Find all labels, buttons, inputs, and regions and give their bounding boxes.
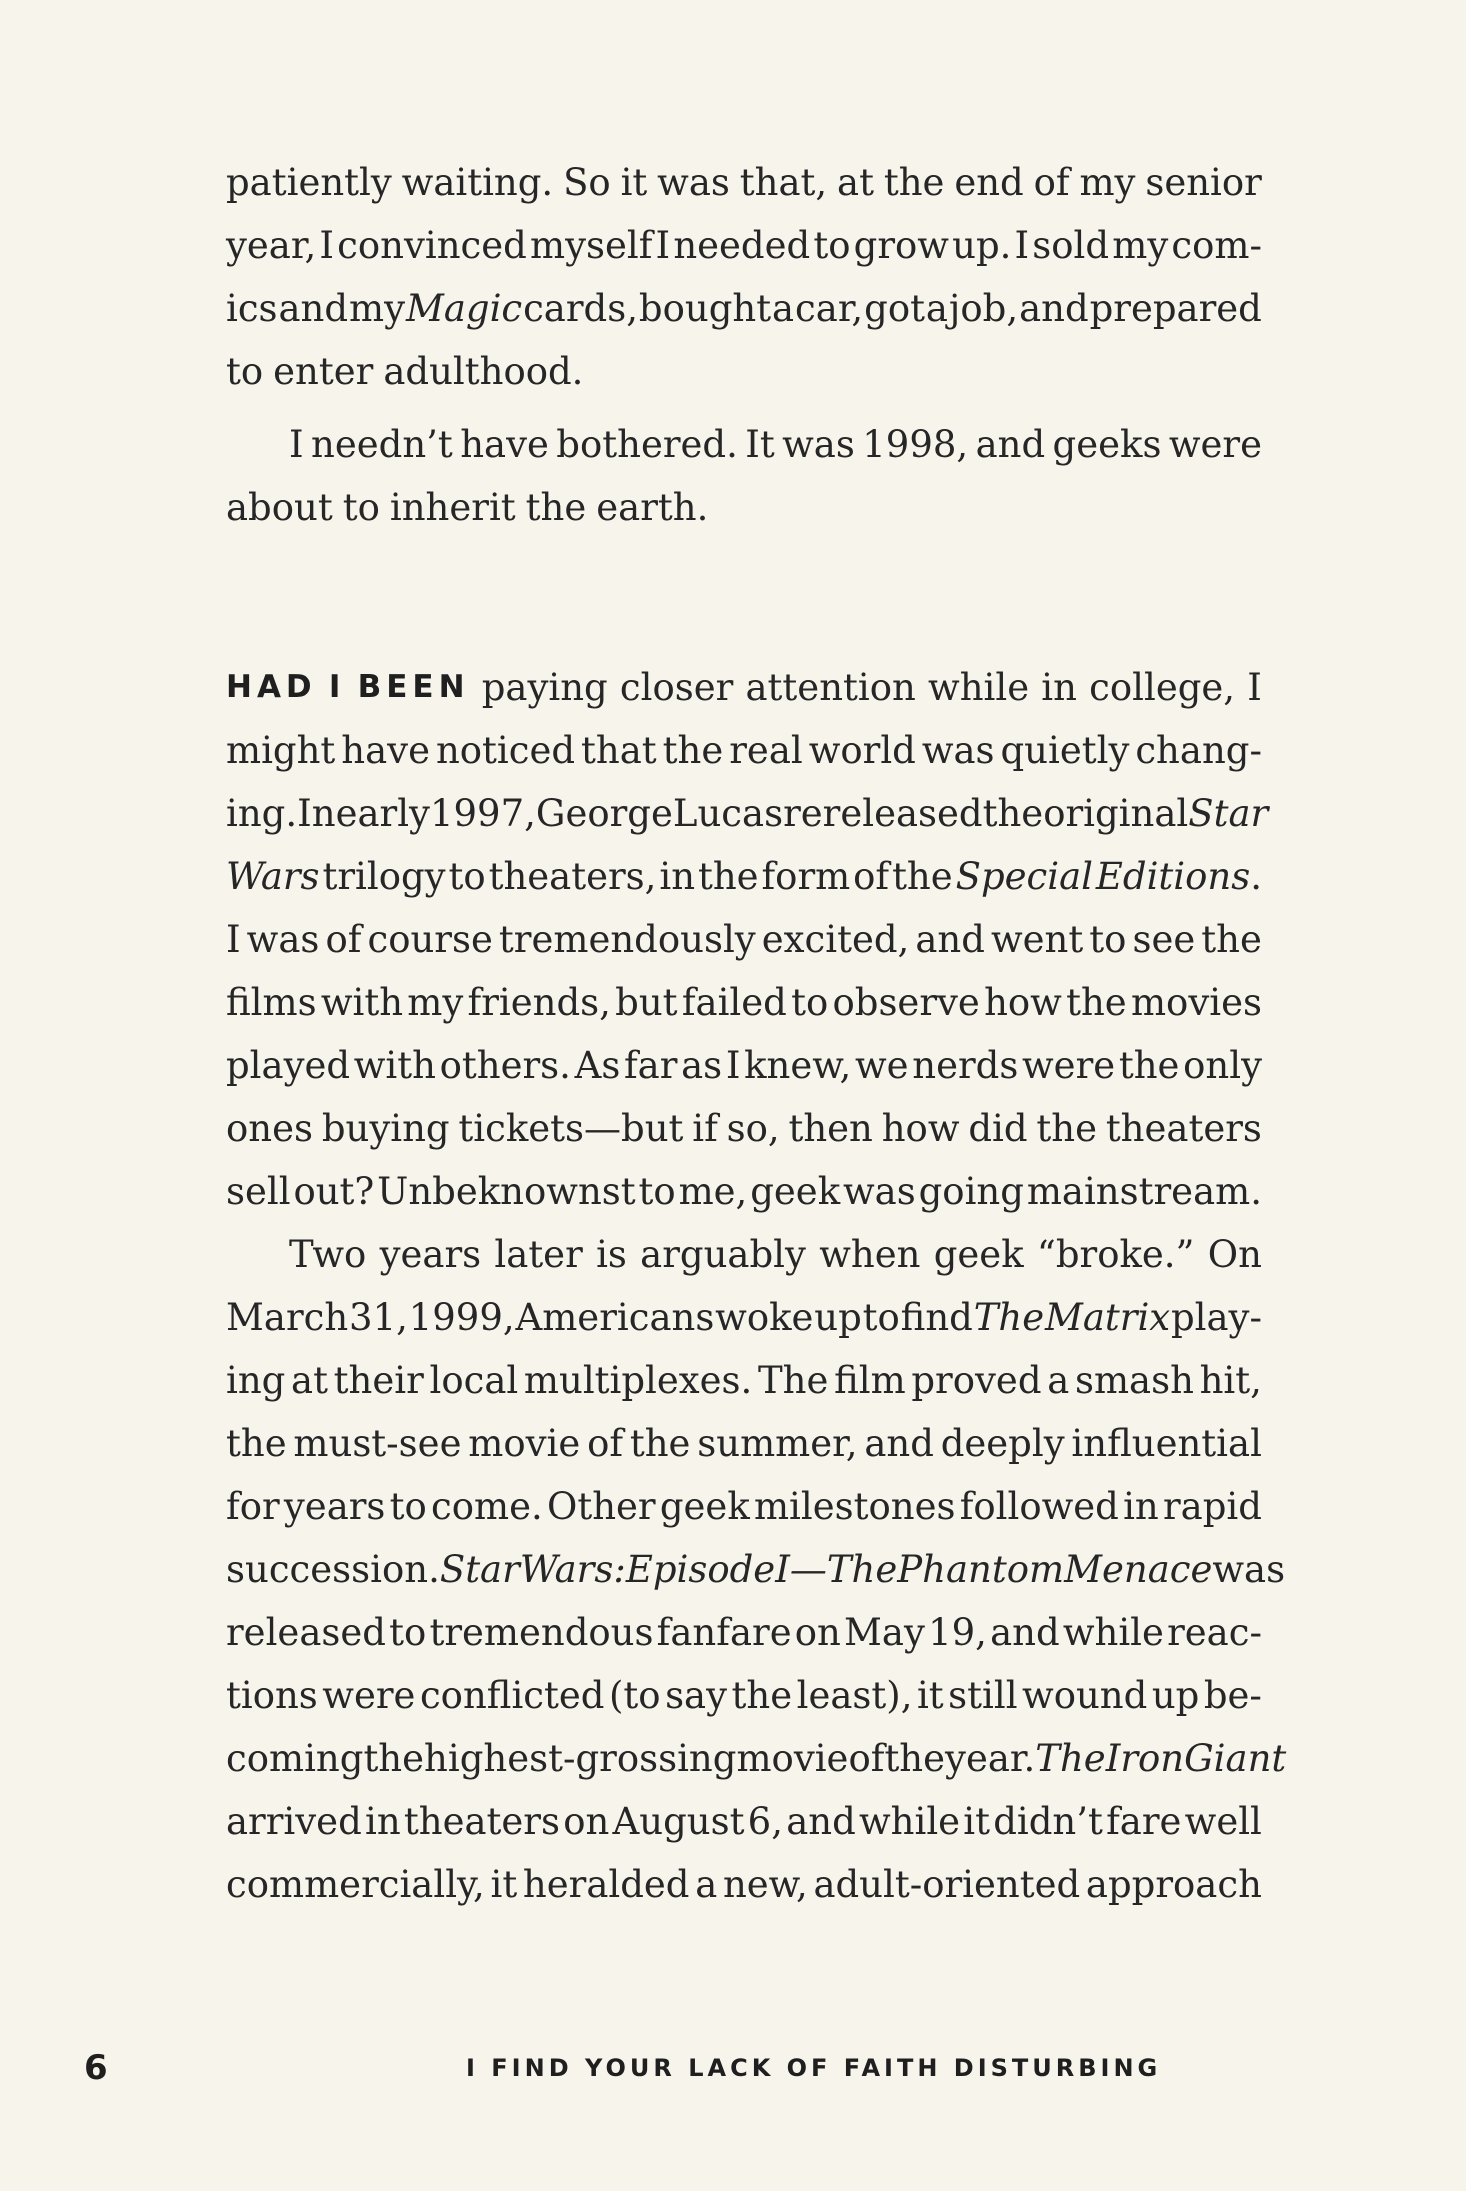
word: prepared	[1089, 287, 1262, 330]
word: ones	[226, 1107, 313, 1150]
word: up	[814, 1296, 862, 1339]
word: that,	[739, 161, 828, 204]
word: were	[322, 1674, 416, 1717]
word: new,	[722, 1863, 808, 1906]
word: to	[389, 1485, 427, 1528]
word: real	[729, 729, 803, 772]
word: my	[1079, 161, 1136, 204]
word: a	[772, 287, 795, 330]
word: highest-grossing	[424, 1737, 737, 1780]
word: and	[1019, 287, 1089, 330]
word: early	[335, 792, 430, 835]
word: Star	[1188, 792, 1269, 835]
word: May	[844, 1611, 925, 1654]
word: say	[665, 1674, 728, 1717]
word: is	[596, 1233, 627, 1276]
word: As	[574, 1044, 621, 1087]
word: ics	[226, 287, 278, 330]
word: to	[342, 486, 380, 529]
word: the	[731, 1674, 793, 1717]
text-line	[226, 845, 1262, 908]
text-line	[226, 1853, 1262, 1916]
word: in	[1041, 666, 1077, 709]
word: to	[862, 1296, 900, 1339]
word: multiplexes.	[523, 1359, 753, 1402]
word: their	[333, 1359, 424, 1402]
word: I	[319, 224, 335, 267]
word: buying	[321, 1107, 450, 1150]
text-line	[226, 1097, 1262, 1160]
word: coming	[226, 1737, 364, 1780]
word: my	[407, 981, 464, 1024]
word: the	[1201, 918, 1262, 961]
word: 1999,	[408, 1296, 515, 1339]
word: On	[1207, 1233, 1262, 1276]
word: did	[968, 1107, 1028, 1150]
word: adulthood.	[383, 350, 584, 393]
word: and	[278, 287, 349, 330]
word: the	[1066, 981, 1127, 1024]
word: of	[853, 855, 890, 898]
word: see	[1132, 918, 1196, 961]
word: 31,	[349, 1296, 408, 1339]
word: So	[563, 161, 611, 204]
word: on	[794, 1611, 841, 1654]
word: In	[297, 792, 336, 835]
word: The	[973, 1296, 1045, 1339]
page-number: 6	[84, 2048, 108, 2088]
word: how	[984, 981, 1062, 1024]
word: reac-	[1167, 1611, 1262, 1654]
word: find	[900, 1296, 973, 1339]
word: well	[1184, 1800, 1262, 1843]
word: be-	[1203, 1674, 1262, 1717]
text-line	[226, 1412, 1262, 1475]
word: films	[226, 981, 317, 1024]
word: closer	[619, 666, 734, 709]
word: to	[791, 981, 829, 1024]
word: was	[921, 729, 995, 772]
word: have	[460, 423, 549, 466]
text-line-with-lead-in	[226, 656, 1262, 719]
word: Star	[439, 1548, 520, 1591]
word: needn’t	[311, 423, 453, 466]
word: course	[367, 918, 493, 961]
word: fare	[1106, 1800, 1182, 1843]
lead-in-word: HAD	[226, 669, 317, 705]
word: was	[1212, 1548, 1286, 1591]
word: Matrix	[1044, 1296, 1171, 1339]
word: went	[990, 918, 1084, 961]
word: smash	[1074, 1359, 1194, 1402]
word: tremendous	[429, 1611, 654, 1654]
word: hit,	[1199, 1359, 1262, 1402]
word: tions	[226, 1674, 318, 1717]
text-line	[226, 413, 1262, 476]
word: senior	[1145, 161, 1262, 204]
word: cards,	[523, 287, 638, 330]
word: if	[692, 1107, 718, 1150]
word: theaters	[1105, 1107, 1262, 1150]
word: must-see	[293, 1422, 462, 1465]
text-line	[226, 277, 1262, 340]
word: Wars	[226, 855, 320, 898]
word: movie	[736, 1737, 849, 1780]
word: a	[1047, 1359, 1070, 1402]
word: needed	[673, 224, 811, 267]
word: Unbeknownst	[377, 1170, 636, 1213]
text-line	[226, 1790, 1262, 1853]
word: geek	[659, 1485, 750, 1528]
word: world	[808, 729, 916, 772]
word: it	[916, 1674, 944, 1717]
word: film	[834, 1359, 906, 1402]
paragraph-2	[226, 413, 1262, 539]
word: while	[858, 1800, 961, 1843]
word: grow	[853, 224, 949, 267]
word: 1998,	[862, 423, 969, 466]
word: succession.	[226, 1548, 440, 1591]
word: released	[226, 1611, 386, 1654]
word: observe	[832, 981, 980, 1024]
word: fanfare	[656, 1611, 792, 1654]
word: going	[918, 1170, 1024, 1213]
word: paying	[481, 666, 608, 709]
word: geeks	[1052, 423, 1162, 466]
word: failed	[681, 981, 787, 1024]
word: about	[226, 486, 333, 529]
word: arguably	[640, 1233, 806, 1276]
word: deeply	[940, 1422, 1065, 1465]
word: that	[581, 729, 657, 772]
word: in	[364, 1800, 401, 1843]
word: 6,	[747, 1800, 783, 1843]
word: I	[1014, 224, 1030, 267]
word: the	[662, 729, 724, 772]
word: com-	[1171, 224, 1262, 267]
word: the	[892, 855, 953, 898]
word: the	[226, 1422, 287, 1465]
word: arrived	[226, 1800, 362, 1843]
word: Special	[955, 855, 1093, 898]
text-line	[226, 908, 1262, 971]
word: theaters,	[488, 855, 657, 898]
word: August	[612, 1800, 745, 1843]
word: I	[1247, 666, 1262, 709]
word: years	[379, 1233, 482, 1276]
text-line	[226, 1727, 1287, 1790]
word: the	[982, 792, 1044, 835]
word: in	[1123, 1485, 1159, 1528]
word: nerds	[912, 1044, 1019, 1087]
text-line	[226, 1286, 1262, 1349]
text-line	[226, 151, 1262, 214]
word: enter	[273, 350, 374, 393]
word: I	[725, 1044, 741, 1087]
word: geek	[933, 1233, 1024, 1276]
word: earth.	[596, 486, 709, 529]
word: might	[226, 729, 336, 772]
word: to	[226, 350, 264, 393]
text-line	[226, 1223, 1262, 1286]
word: to	[638, 1170, 676, 1213]
paragraph-1	[226, 151, 1262, 403]
text-line	[226, 476, 1262, 539]
word: trilogy	[322, 855, 446, 898]
word: the	[1118, 1044, 1180, 1087]
word: rereleased	[783, 792, 983, 835]
word: come.	[431, 1485, 543, 1528]
word: chang-	[1135, 729, 1262, 772]
word: Giant	[1184, 1737, 1287, 1780]
word: but	[615, 981, 678, 1024]
word: of	[325, 918, 362, 961]
word: Menace	[1064, 1548, 1213, 1591]
word: convinced	[337, 224, 527, 267]
word: job,	[948, 287, 1019, 330]
word: and	[864, 1422, 934, 1465]
word: at	[291, 1359, 328, 1402]
word: a	[925, 287, 948, 330]
word: the	[883, 161, 945, 204]
word: movie	[468, 1422, 581, 1465]
word: tickets—but	[458, 1107, 684, 1150]
word: followed	[959, 1485, 1119, 1528]
word: later	[494, 1233, 583, 1276]
word: I	[226, 918, 241, 961]
word: the	[629, 1422, 691, 1465]
word: have	[341, 729, 430, 772]
word: least),	[796, 1674, 913, 1717]
word: original	[1043, 792, 1189, 835]
word: 1997,	[429, 792, 536, 835]
word: a	[695, 1863, 718, 1906]
word: the	[884, 1737, 946, 1780]
word: while	[928, 666, 1030, 709]
word: 19,	[928, 1611, 987, 1654]
word: on	[563, 1800, 610, 1843]
word: year,	[226, 224, 317, 267]
word: car,	[795, 287, 864, 330]
word: others.	[439, 1044, 571, 1087]
text-line	[226, 214, 1262, 277]
word: heralded	[522, 1863, 690, 1906]
word: got	[864, 287, 925, 330]
word: were	[1168, 423, 1262, 466]
word: patiently	[226, 161, 392, 204]
word: proved	[911, 1359, 1042, 1402]
word: with	[353, 1044, 436, 1087]
word: friends,	[467, 981, 611, 1024]
word: Iron	[1105, 1737, 1185, 1780]
word: It	[745, 423, 775, 466]
word: the	[525, 486, 587, 529]
paragraph-3	[226, 656, 1287, 1916]
word: me,	[678, 1170, 748, 1213]
text-line	[226, 1034, 1262, 1097]
word: quietly	[1000, 729, 1130, 772]
word: Other	[547, 1485, 656, 1528]
word: and	[786, 1800, 856, 1843]
word: to	[1089, 918, 1127, 961]
word: theaters	[403, 1800, 560, 1843]
word: Wars:	[519, 1548, 626, 1591]
word: the	[1036, 1107, 1097, 1150]
word: Two	[289, 1233, 367, 1276]
text-line	[226, 719, 1262, 782]
word: sell	[226, 1170, 291, 1213]
word: with	[320, 981, 404, 1024]
word: Magic	[405, 287, 523, 330]
word: didn’t	[993, 1800, 1103, 1843]
word: movies	[1130, 981, 1262, 1024]
word: my	[1112, 224, 1169, 267]
word: adult-oriented	[813, 1863, 1081, 1906]
text-line	[226, 971, 1262, 1034]
word: of	[1033, 161, 1070, 204]
word: only	[1183, 1044, 1262, 1087]
word: commercially,	[226, 1863, 485, 1906]
word: Lucas	[672, 792, 784, 835]
word: to	[813, 224, 851, 267]
word: “broke.”	[1036, 1233, 1195, 1276]
word: of	[587, 1422, 624, 1465]
running-head: I FIND YOUR LACK OF FAITH DISTURBING	[466, 2054, 1162, 2082]
word: the	[697, 855, 759, 898]
word: influential	[1071, 1422, 1262, 1465]
word: far	[623, 1044, 678, 1087]
word: mainstream.	[1026, 1170, 1262, 1213]
word: college,	[1089, 666, 1236, 709]
word: the	[363, 1737, 425, 1780]
word: The	[757, 1359, 829, 1402]
text-line	[226, 1601, 1262, 1664]
word: as	[681, 1044, 723, 1087]
word: it	[490, 1863, 518, 1906]
word: myself	[530, 224, 653, 267]
word: to	[389, 1611, 427, 1654]
word: was	[843, 1170, 916, 1213]
word: at	[837, 161, 874, 204]
word: wound	[1022, 1674, 1148, 1717]
word: rapid	[1162, 1485, 1262, 1528]
word: and	[915, 918, 985, 961]
word: so,	[726, 1107, 780, 1150]
word: Phantom	[897, 1548, 1065, 1591]
word: form	[761, 855, 851, 898]
text-line	[226, 1538, 1286, 1601]
word: bothered.	[556, 423, 738, 466]
word: then	[788, 1107, 873, 1150]
word: was	[782, 423, 855, 466]
word: waiting.	[401, 161, 554, 204]
word: we	[855, 1044, 909, 1087]
word: I—The	[775, 1548, 898, 1591]
text-line	[226, 1349, 1262, 1412]
word: ing.	[226, 792, 298, 835]
word: it	[620, 161, 648, 204]
lead-in-word: I	[328, 669, 346, 705]
word: for	[226, 1485, 280, 1528]
word: inherit	[389, 486, 516, 529]
text-line	[226, 1664, 1262, 1727]
word: up	[1151, 1674, 1200, 1717]
word: years	[283, 1485, 386, 1528]
word: March	[226, 1296, 349, 1339]
word: was	[657, 161, 730, 204]
word: play-	[1170, 1296, 1262, 1339]
word: geek	[750, 1170, 841, 1213]
word: Americans	[515, 1296, 715, 1339]
word: when	[819, 1233, 921, 1276]
word: up.	[952, 224, 1012, 267]
text-line	[226, 340, 1262, 403]
word: was	[246, 918, 320, 961]
text-line	[226, 782, 1269, 845]
word: my	[349, 287, 405, 330]
word: still	[948, 1674, 1018, 1717]
word: The	[1035, 1737, 1106, 1780]
word: Episode	[625, 1548, 776, 1591]
word: out?	[293, 1170, 375, 1213]
word: of	[848, 1737, 885, 1780]
word: woke	[715, 1296, 814, 1339]
word: excited,	[761, 918, 910, 961]
word: year.	[945, 1737, 1036, 1780]
word: in	[659, 855, 696, 898]
word: played	[226, 1044, 351, 1087]
word: I	[655, 224, 671, 267]
word: bought	[638, 287, 772, 330]
word: Editions.	[1095, 855, 1262, 898]
word: end	[954, 161, 1024, 204]
lead-in-word: BEEN	[357, 669, 470, 705]
word: were	[1022, 1044, 1116, 1087]
word: conflicted	[419, 1674, 605, 1717]
word: and	[990, 1611, 1060, 1654]
word: sold	[1032, 224, 1110, 267]
text-line	[226, 1160, 1262, 1223]
word: it	[963, 1800, 990, 1843]
word: and	[975, 423, 1046, 466]
word: ing	[226, 1359, 286, 1402]
word: summer,	[697, 1422, 858, 1465]
text-line	[226, 1475, 1262, 1538]
word: local	[429, 1359, 519, 1402]
word: I	[289, 423, 304, 466]
word: how	[881, 1107, 960, 1150]
word: noticed	[435, 729, 576, 772]
word: to	[448, 855, 486, 898]
word: milestones	[753, 1485, 956, 1528]
word: approach	[1085, 1863, 1262, 1906]
word: (to	[608, 1674, 661, 1717]
word: while	[1062, 1611, 1164, 1654]
word: tremendously	[498, 918, 756, 961]
word: George	[535, 792, 673, 835]
word: knew,	[744, 1044, 852, 1087]
word: attention	[745, 666, 916, 709]
